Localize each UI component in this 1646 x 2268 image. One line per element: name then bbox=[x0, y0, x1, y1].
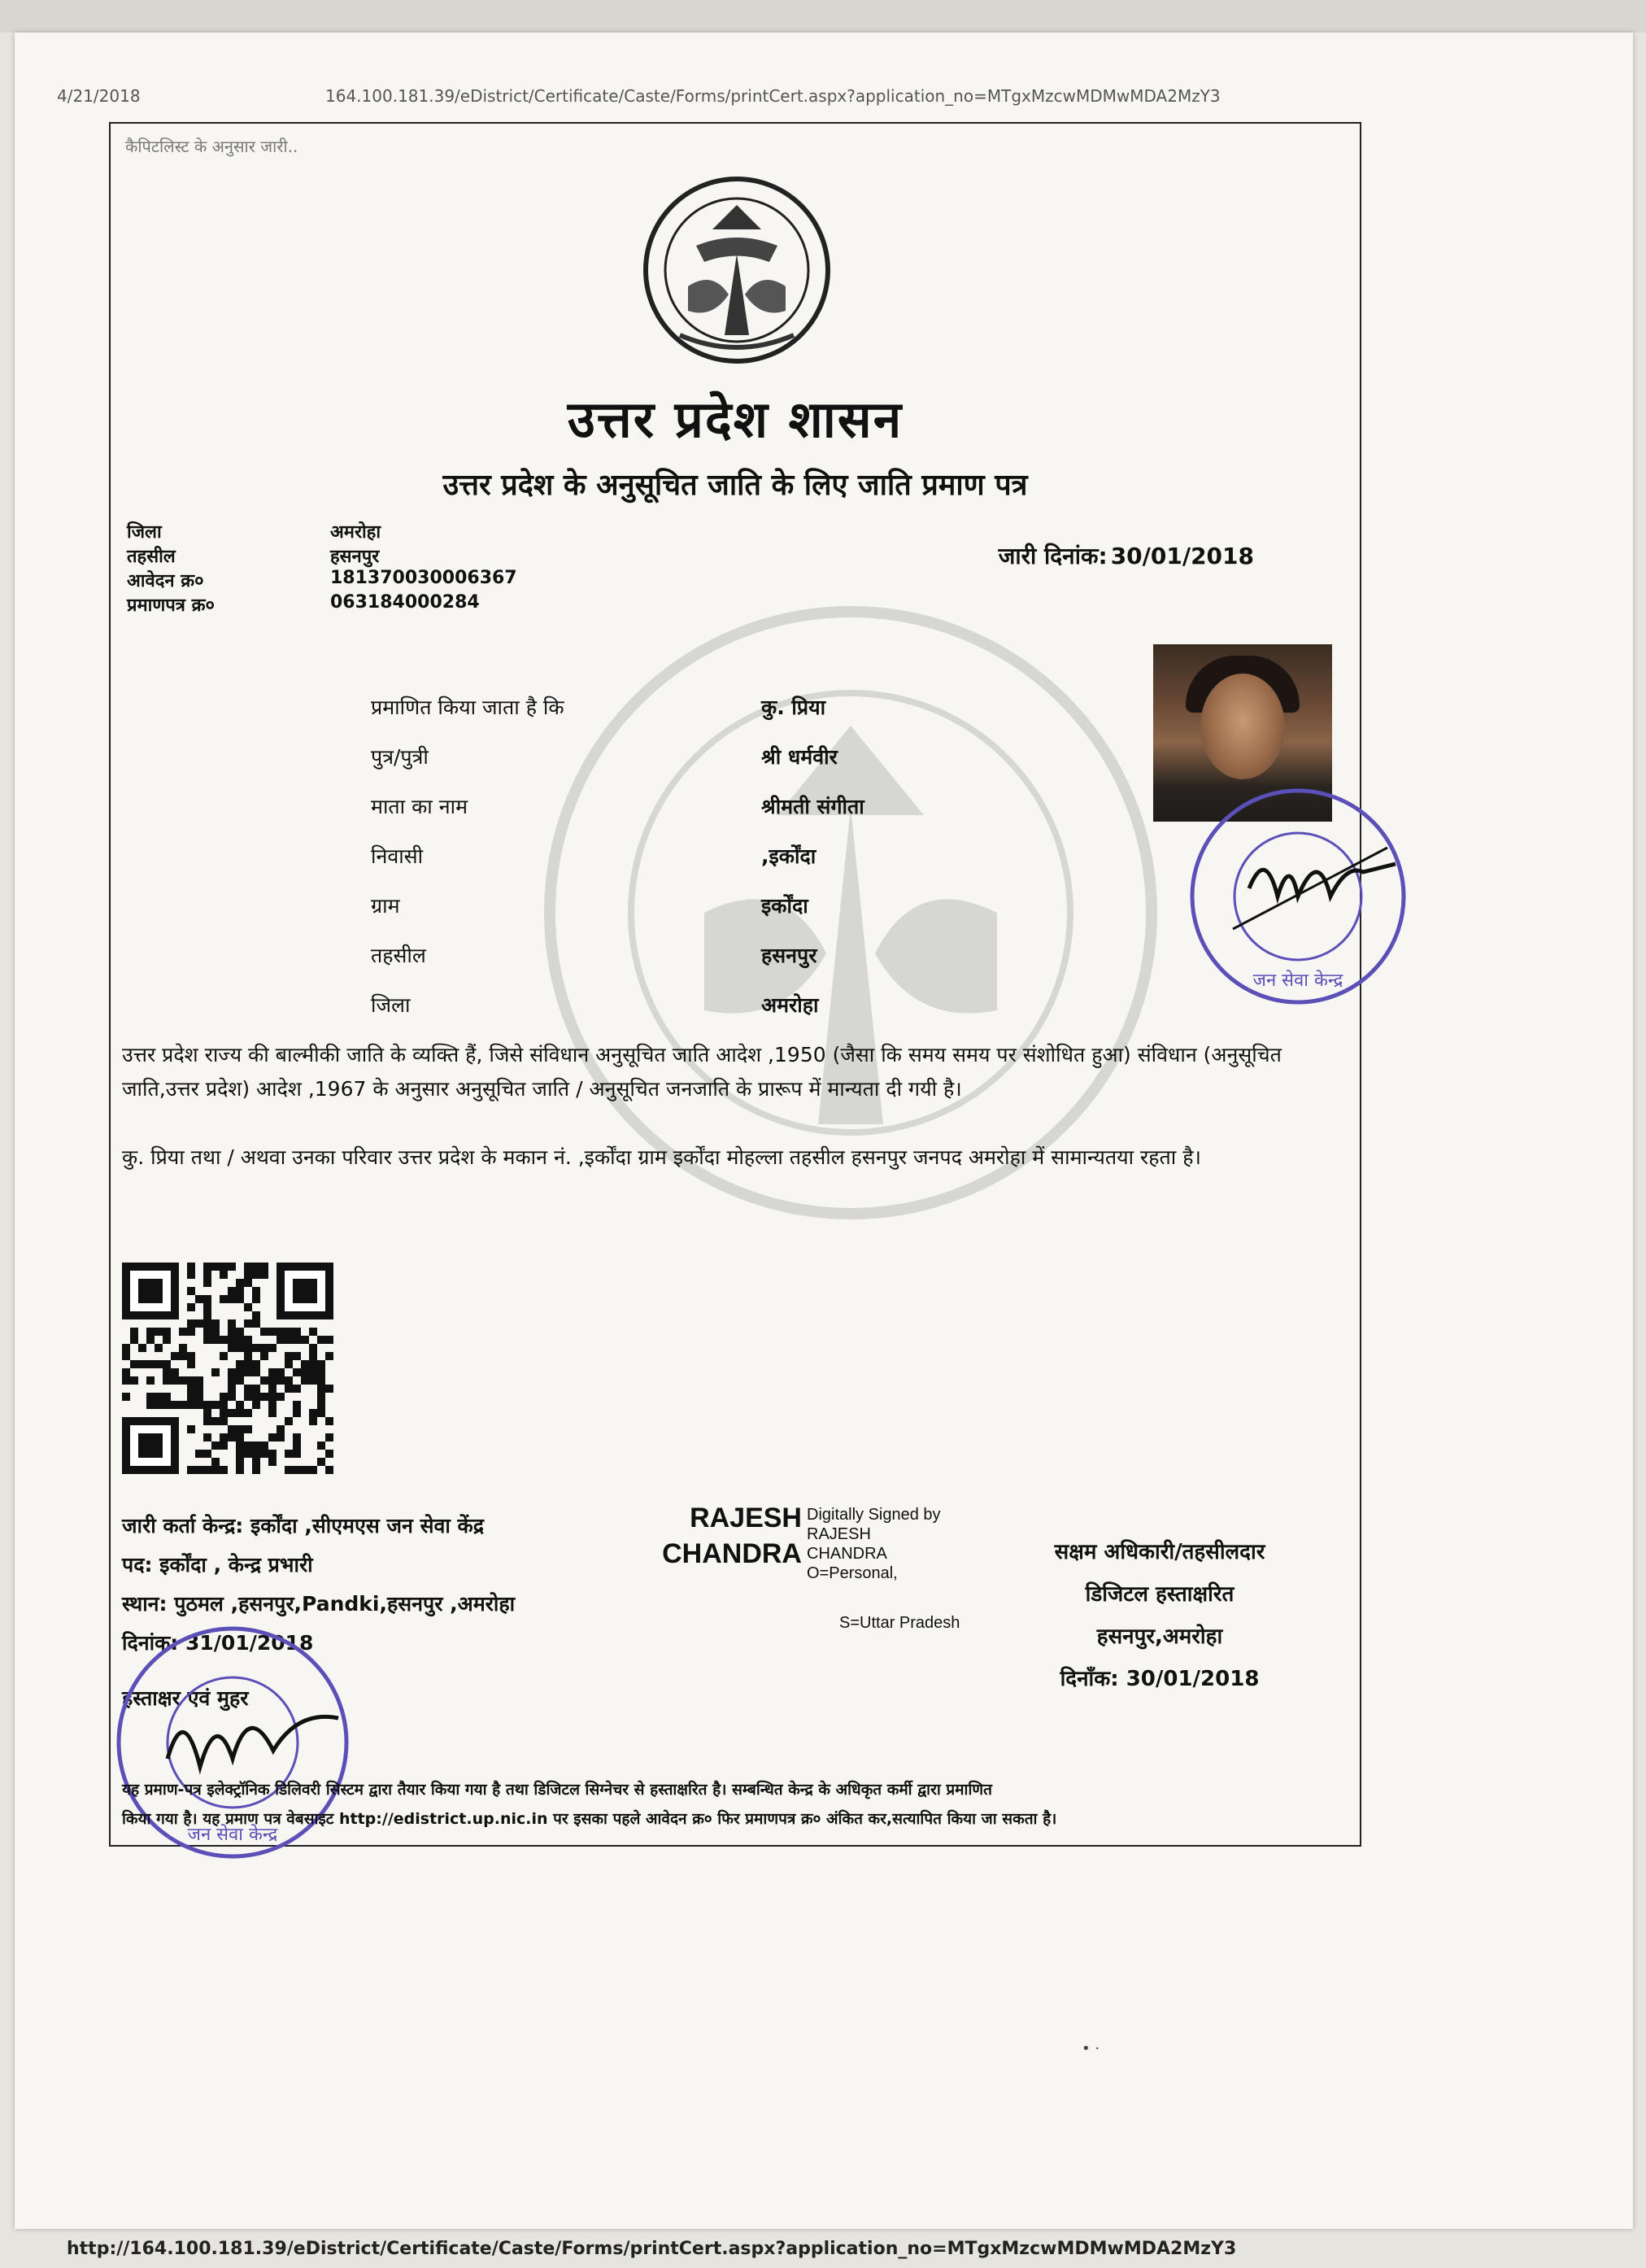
residence-paragraph: कु. प्रिया तथा / अथवा उनका परिवार उत्तर प्रदेश के मकान नं. ,इर्कोंदा ग्राम इर्कोंदा मोहल्ला तहसील हसनपुर जनपद अमरोहा में सामान्यतया रहता है। bbox=[122, 1145, 1201, 1169]
issuer-date: दिनांक: 31/01/2018 bbox=[122, 1631, 314, 1655]
field-label: माता का नाम bbox=[371, 795, 468, 818]
issuer-place: स्थान: पुठमल ,हसनपुर,Pandki,हसनपुर ,अमरोहा bbox=[122, 1592, 516, 1616]
print-footer-url: http://164.100.181.39/eDistrict/Certificate/Caste/Forms/printCert.aspx?application_no=MTgxMzcwMDMwMDA2MzY3 bbox=[67, 2239, 1237, 2259]
certificate-frame bbox=[109, 122, 1361, 1847]
field-value: ,इर्कोंदा bbox=[761, 844, 816, 868]
authority-block bbox=[989, 1531, 1330, 1700]
signature-info-line: O=Personal, bbox=[807, 1564, 898, 1582]
signature-info bbox=[807, 1505, 941, 1583]
signature-location: S=Uttar Pradesh bbox=[839, 1614, 960, 1632]
field-label: निवासी bbox=[371, 844, 424, 868]
signer-name-line: CHANDRA bbox=[662, 1538, 802, 1569]
field-value: श्रीमती संगीता bbox=[761, 795, 864, 818]
signature-info-line: Digitally Signed by bbox=[807, 1506, 941, 1524]
meta-label: आवेदन क्र० bbox=[127, 571, 204, 591]
certificate-title: उत्तर प्रदेश शासन bbox=[567, 390, 904, 449]
caste-paragraph: उत्तर प्रदेश राज्य की बाल्मीकी जाति के व्यक्ति हैं, जिसे संविधान अनुसूचित जाति आदेश ,1950 (जैसा कि समय समय पर संशोधित हुआ) संविधान (अनुसूचित जाति,उत्तर प्रदेश) आदेश ,1967 के अनुसार अनुसूचित जाति / अनुसूचित जनजाति के प्रारूप में मान्यता दी गयी है। bbox=[122, 1043, 1282, 1101]
footer-line: यह प्रमाण-पत्र इलेक्ट्रॉनिक डिलिवरी सिस्टम द्वारा तैयार किया गया है तथा डिजिटल सिग्नेचर से हस्ताक्षरित है। सम्बन्धित केन्द्र के अधिकृत कर्मी द्वारा प्रमाणित bbox=[122, 1781, 992, 1799]
print-url: 164.100.181.39/eDistrict/Certificate/Caste/Forms/printCert.aspx?application_no=MTgxMzcwMDMwMDA2MzY3 bbox=[325, 86, 1221, 106]
field-value: श्री धर्मवीर bbox=[761, 745, 838, 769]
meta-label: तहसील bbox=[127, 547, 176, 567]
field-value: हसनपुर bbox=[761, 944, 817, 967]
seal-stamp-icon bbox=[1176, 774, 1420, 1018]
footer-line: किया गया है। यह प्रमाण पत्र वेबसाइट http://edistrict.up.nic.in पर इसका पहले आवेदन क्र० फिर प्रमाणपत्र क्र० अंकित कर,सत्यापित किया जा सकता है। bbox=[122, 1810, 1057, 1828]
up-emblem-icon bbox=[639, 172, 834, 368]
field-label: ग्राम bbox=[371, 894, 400, 918]
seal-text: जन सेवा केन्द्र bbox=[1252, 970, 1343, 991]
authority-date: दिनाँक: 30/01/2018 bbox=[1060, 1667, 1260, 1691]
field-value: कु. प्रिया bbox=[761, 696, 826, 719]
meta-label: प्रमाणपत्र क्र० bbox=[127, 595, 215, 616]
signature-info-line: RAJESH bbox=[807, 1525, 871, 1543]
authority-line: डिजिटल हस्ताक्षरित bbox=[1085, 1582, 1234, 1607]
meta-value: अमरोहा bbox=[330, 522, 381, 543]
signer-name bbox=[655, 1500, 802, 1572]
issuer-sign-label: हस्ताक्षर एवं मुहर bbox=[122, 1686, 249, 1710]
field-label: पुत्र/पुत्री bbox=[371, 745, 429, 769]
field-value: अमरोहा bbox=[761, 993, 819, 1017]
issuer-center: जारी कर्ता केन्द्र: इर्कोंदा ,सीएमएस जन सेवा केंद्र bbox=[122, 1514, 485, 1537]
qr-code bbox=[122, 1263, 333, 1474]
meta-value: हसनपुर bbox=[330, 547, 380, 567]
field-label: जिला bbox=[371, 993, 411, 1017]
background-strip bbox=[0, 0, 1646, 33]
certificate-subtitle: उत्तर प्रदेश के अनुसूचित जाति के लिए जाति प्रमाण पत्र bbox=[442, 469, 1028, 502]
issue-date bbox=[999, 540, 1254, 571]
authority-line: सक्षम अधिकारी/तहसीलदार bbox=[1054, 1540, 1265, 1564]
meta-value: 181370030006367 bbox=[330, 568, 517, 588]
issue-date-label: जारी दिनांक: bbox=[998, 543, 1108, 569]
authority-line: हसनपुर,अमरोहा bbox=[1096, 1625, 1223, 1649]
field-label: तहसील bbox=[371, 944, 426, 967]
scan-mark: • · bbox=[1082, 2040, 1100, 2057]
signature-info-line: CHANDRA bbox=[807, 1545, 887, 1563]
issue-date-value: 30/01/2018 bbox=[1110, 543, 1254, 569]
footer-note bbox=[122, 1775, 1350, 1834]
meta-value: 063184000284 bbox=[330, 592, 480, 613]
field-value: इर्कोंदा bbox=[761, 894, 808, 918]
signer-name-line: RAJESH bbox=[690, 1503, 802, 1533]
issuer-post: पद: इर्कोंदा , केन्द्र प्रभारी bbox=[122, 1553, 313, 1577]
meta-label: जिला bbox=[127, 522, 162, 543]
print-date: 4/21/2018 bbox=[57, 86, 141, 106]
print-header bbox=[57, 86, 1221, 106]
issuer-seal-text: जन सेवा केन्द्र bbox=[187, 1825, 278, 1845]
digital-signature bbox=[655, 1500, 960, 1632]
top-note: कैपिटलिस्ट के अनुसार जारी.. bbox=[125, 137, 298, 156]
field-label: प्रमाणित किया जाता है कि bbox=[371, 696, 564, 719]
